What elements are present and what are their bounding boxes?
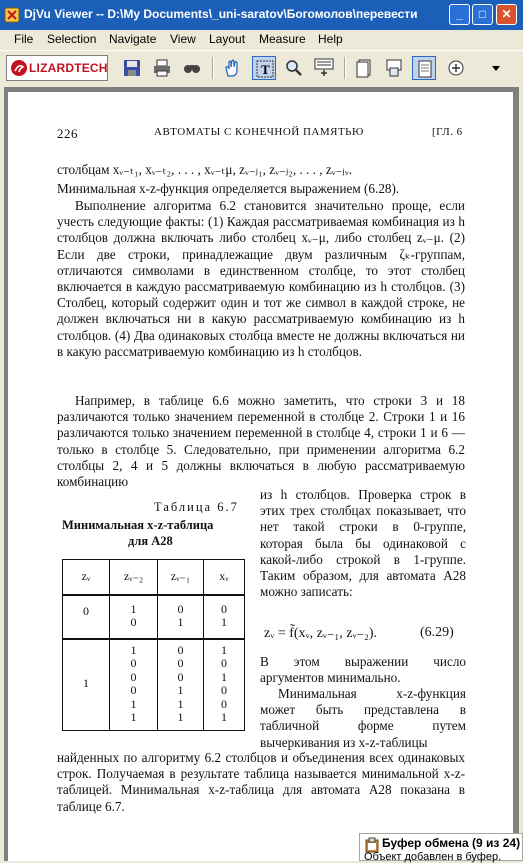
zoom-tool-button[interactable] — [282, 56, 306, 80]
continuous-button[interactable] — [382, 56, 406, 80]
table-cell: 0 1 — [177, 602, 184, 630]
notification-body: Объект добавлен в буфер. — [364, 851, 502, 863]
facing-pages-button[interactable] — [412, 56, 436, 80]
table-row-divider — [63, 638, 244, 640]
table-caption-label: Таблица 6.7 — [154, 500, 239, 514]
toolbar-separator — [344, 57, 346, 79]
table-header: xᵥ — [219, 569, 229, 583]
minimal-xz-table — [62, 559, 245, 731]
table-cell: 0 1 — [221, 602, 227, 630]
toolbar-separator — [212, 57, 214, 79]
single-page-button[interactable] — [352, 56, 376, 80]
table-cell: 0 0 0 1 1 1 — [177, 643, 184, 725]
print-icon — [152, 58, 172, 78]
chapter-ref: [ГЛ. 6 — [432, 126, 463, 138]
table-cell: 0 — [83, 604, 89, 618]
notification-title: Буфер обмена (9 из 24) — [382, 836, 521, 850]
table-cell: 1 — [83, 676, 89, 690]
print-button[interactable] — [150, 56, 174, 80]
facing-icon — [415, 59, 435, 79]
menu-help[interactable]: Help — [318, 32, 343, 46]
clipboard-notification[interactable] — [359, 833, 523, 861]
page-number: 226 — [57, 126, 78, 141]
lizard-icon — [10, 59, 28, 77]
table-caption-sub: для A28 — [128, 534, 173, 548]
paragraph: Выполнение алгоритма 6.2 становится значительно проще, если учесть следующие факты: (1) Каждая рассматриваемая комбинация из h столбцов должна включать либо столбец xᵥ₋μ, либо столбец zᵥ₋μ. (2) Если две строки, принадлежащие двум различным ζₖ-группам, отличаются символами в единственном столбце, то этот столбец включается в каждую рассматриваемую комбинацию из h столбцов. (3) Столбец, который содержит один и тот же символ в каждой строке, не должен включаться ни в какую рассматриваемую комбинацию из h столбцов. (4) Два одинаковых столбца вместе не должны включаться ни в какую рассматриваемую комбинацию из h столбцов. — [57, 198, 465, 359]
table-row-divider — [63, 594, 244, 596]
find-button[interactable] — [180, 56, 204, 80]
right-frame — [519, 87, 523, 861]
hand-tool-button[interactable] — [220, 56, 244, 80]
close-button[interactable]: ✕ — [496, 4, 517, 25]
title-bar[interactable] — [0, 0, 523, 31]
table-cell: 1 0 0 0 1 1 — [130, 643, 137, 725]
paragraph: из h столбцов. Проверка строк в этих трех столбцах показывает, что нет такой строки в 0-группе, которая была бы одинаковой с какой-либо строкой в 1-группе. Таким образом, для автомата A28 можно записать: — [260, 487, 466, 600]
minimize-button[interactable]: _ — [449, 4, 470, 25]
menu-file[interactable]: File — [14, 32, 34, 46]
save-button[interactable] — [120, 56, 144, 80]
toolbar — [0, 50, 523, 88]
zoom-in-button[interactable] — [444, 56, 468, 80]
lizardtech-logo[interactable] — [6, 55, 108, 81]
paragraph: Минимальная x-z-функция может быть представлена в табличной форме путем вычеркивания из x-z-таблицы — [260, 686, 466, 750]
zoom-rect-icon — [314, 58, 334, 78]
logo-text: LIZARDTECH — [29, 61, 108, 75]
paragraph: В этом выражении число аргументов минимально. — [260, 654, 466, 686]
paragraph: найденных по алгоритму 6.2 столбцов и объединения всех одинаковых строк. Получаемая в результате таблица называется минимальной x-z-таблицей. Минимальная x-z-таблица для автомата A28 показана в таблице 6.7. — [57, 750, 465, 814]
svg-text:T: T — [261, 62, 270, 77]
menu-layout[interactable]: Layout — [209, 32, 246, 46]
maximize-button[interactable]: □ — [472, 4, 493, 25]
table-cell: 1 0 1 0 0 1 — [221, 643, 227, 725]
zoom-icon — [284, 58, 304, 78]
menu-navigate[interactable]: Navigate — [109, 32, 157, 46]
document-page[interactable] — [8, 92, 513, 861]
text-select-icon — [255, 59, 275, 79]
table-cell: 1 0 — [130, 602, 137, 630]
paragraph: Например, в таблице 6.6 можно заметить, что строки 3 и 18 различаются только значением переменной в столбце 2. Строки 1 и 16 различаются только значением переменной в столбце 4, строки 1 и 6 — только в столбце 5. Следовательно, при применении алгоритма 6.2 столбцы 2, 4 и 5 должны включаться в любую рассматриваемую комбинацию — [57, 393, 465, 489]
menu-bar — [0, 30, 523, 48]
equation: zᵥ = f̃(xᵥ, zᵥ₋₁, zᵥ₋₂). — [264, 626, 378, 641]
equation-number: (6.29) — [420, 625, 454, 640]
zoom-rect-button[interactable] — [312, 56, 336, 80]
text-select-button[interactable] — [252, 56, 276, 80]
continuous-icon — [384, 58, 404, 78]
table-caption-title: Минимальная x-z-таблица — [62, 518, 214, 532]
djvu-app-icon — [4, 7, 20, 23]
hand-icon — [222, 58, 242, 78]
text-line: Минимальная x-z-функция определяется выражением (6.28). — [57, 181, 400, 196]
left-frame — [0, 87, 4, 861]
dropdown-arrow-icon — [490, 58, 502, 78]
window-title: DjVu Viewer -- D:\My Documents\_uni-saratov\Богомолов\перевести — [24, 7, 418, 21]
running-title: АВТОМАТЫ С КОНЕЧНОЙ ПАМЯТЬЮ — [154, 126, 364, 138]
table-header: zᵥ₋₂ — [123, 569, 144, 583]
table-header: zᵥ₋₁ — [170, 569, 191, 583]
toolbar-more-button[interactable] — [488, 56, 504, 80]
menu-view[interactable]: View — [170, 32, 196, 46]
single-page-icon — [354, 58, 374, 78]
find-icon — [182, 58, 202, 78]
save-icon — [122, 58, 142, 78]
menu-selection[interactable]: Selection — [47, 32, 97, 46]
menu-measure[interactable]: Measure — [259, 32, 306, 46]
zoom-in-icon — [446, 58, 466, 78]
table-header: zᵥ — [81, 569, 91, 583]
formula-line: столбцам xᵥ₋ₜ₁, xᵥ₋ₜ₂, . . . , xᵥ₋ₜμ, zᵥ₋ⱼ₁, zᵥ₋ⱼ₂, . . . , zᵥ₋ⱼᵥ. — [57, 162, 353, 177]
